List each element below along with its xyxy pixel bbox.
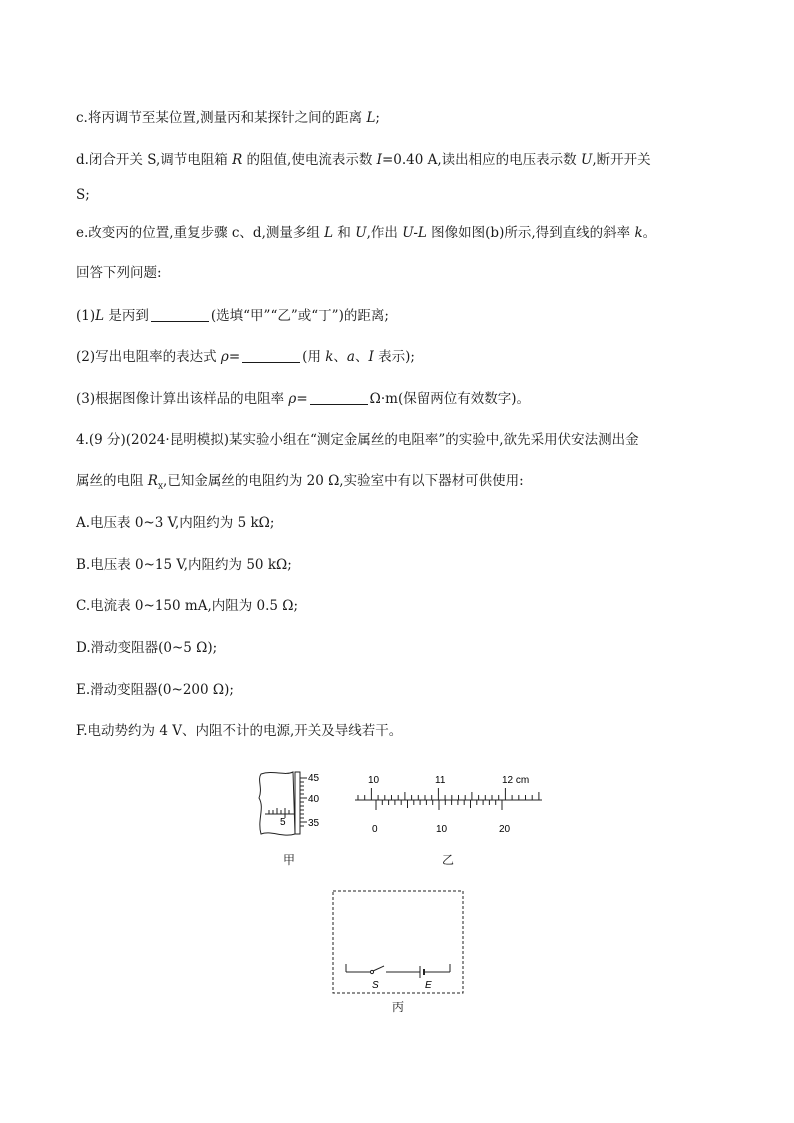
option-e: E.滑动变阻器(0~200 Ω);	[76, 682, 234, 698]
step-c: c.将丙调节至某位置,测量丙和某探针之间的距离 L;	[76, 110, 380, 126]
thimble-label-45: 45	[308, 773, 320, 784]
caption-yi: 乙	[442, 853, 455, 867]
main-label-11: 11	[435, 775, 446, 786]
circuit-figure	[330, 888, 466, 996]
step-e: e.改变丙的位置,重复步骤 c、d,测量多组 L 和 U,作出 U-L 图像如图(b)所示,得到直线的斜率 k。	[76, 225, 657, 241]
option-c: C.电流表 0~150 mA,内阻为 0.5 Ω;	[76, 598, 299, 614]
answer-blank-2[interactable]	[242, 349, 300, 363]
micrometer-figure	[255, 768, 325, 838]
question-2: (2)写出电阻率的表达式 ρ= (用 k、a、I 表示);	[76, 349, 415, 365]
main-label-10: 10	[368, 775, 380, 786]
step-d-cont: S;	[76, 187, 90, 203]
switch-lever	[373, 966, 384, 971]
option-b: B.电压表 0~15 V,内阻约为 50 kΩ;	[76, 557, 292, 573]
question-1: (1)L 是丙到 (选填“甲”“乙”或“丁”)的距离;	[76, 308, 389, 324]
option-a: A.电压表 0~3 V,内阻约为 5 kΩ;	[76, 515, 275, 531]
caption-bing: 丙	[392, 1000, 405, 1014]
step-d: d.闭合开关 S,调节电阻箱 R 的阻值,使电流表示数 I=0.40 A,读出相应的电压表示数 U,断开开关	[76, 152, 651, 168]
caption-jia: 甲	[283, 853, 296, 867]
vernier-label-10: 10	[436, 824, 448, 835]
option-f: F.电动势约为 4 V、内阻不计的电源,开关及导线若干。	[76, 723, 403, 739]
option-d: D.滑动变阻器(0~5 Ω);	[76, 640, 218, 656]
thimble-label-35: 35	[308, 818, 320, 829]
problem-4-line-1: 4.(9 分)(2024·昆明模拟)某实验小组在“测定金属丝的电阻率”的实验中,欲先采用伏安法测出金	[76, 432, 639, 448]
answer-blank-3[interactable]	[310, 391, 368, 405]
thimble-label-40: 40	[308, 794, 320, 805]
answer-blank-1[interactable]	[151, 308, 209, 322]
answer-prompt: 回答下列问题:	[76, 265, 162, 281]
source-label: E	[425, 980, 432, 991]
problem-4-line-2: 属丝的电阻 $R_x$,已知金属丝的电阻约为 20 Ω,实验室中有以下器材可供使用:	[76, 473, 524, 492]
vernier-label-20: 20	[499, 824, 511, 835]
sleeve-label-5: 5	[280, 817, 286, 828]
question-3: (3)根据图像计算出该样品的电阻率 ρ= Ω·m(保留两位有效数字)。	[76, 391, 530, 407]
vernier-label-0: 0	[372, 824, 378, 835]
caliper-figure	[350, 770, 550, 838]
main-label-12: 12 cm	[502, 775, 530, 786]
switch-label: S	[372, 980, 379, 991]
